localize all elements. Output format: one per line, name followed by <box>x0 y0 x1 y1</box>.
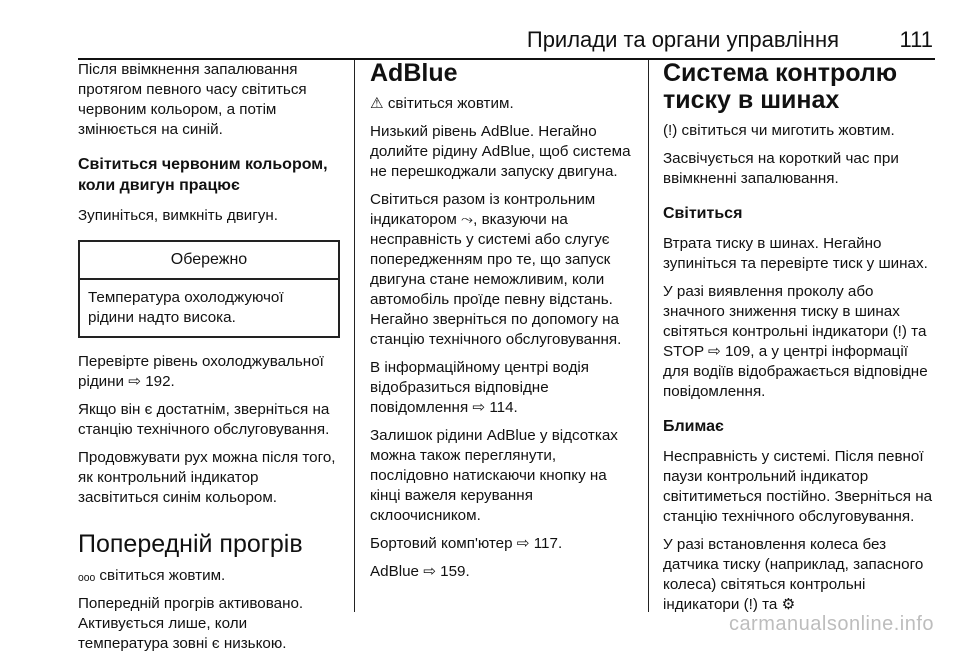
paragraph: В інформаційному центрі водія відобразиться відповідне повідомлення ⇨ 114. <box>370 359 590 416</box>
section-heading-adblue: AdBlue <box>370 59 458 87</box>
paragraph: Після ввімкнення запалювання протягом певного часу світиться червоним кольором, а потім змінюється на синій. <box>78 61 307 138</box>
subheading-lit: Світиться <box>663 205 743 222</box>
paragraph: Зупиніться, вимкніть двигун. <box>78 207 279 224</box>
paragraph: Несправність у системі. Після певної паузи контрольний індикатор світитиметься постійно. Зверніться на станцію технічного обслуговування. <box>663 448 933 525</box>
paragraph: Низький рівень AdBlue. Негайно долийте рідину AdBlue, щоб система не перешкоджали запуску двигуна. <box>370 123 631 180</box>
page-number: 111 <box>899 27 933 52</box>
warning-box <box>78 240 340 338</box>
paragraph: Світиться разом із контрольним індикатором ⤳, вказуючи на несправність у системі або слугує попередженням про те, що запуск двигуна стане неможливим, коли автомобіль проїде певну відстань. Негайно зверніться по допомогу на станцію технічного обслуговування. <box>370 191 622 348</box>
adblue-indicator-line: ⚠ світиться жовтим. <box>370 95 514 112</box>
page-header <box>78 26 935 60</box>
subheading-red-engine-running: Світиться червоним кольором, коли двигун працює <box>78 156 328 194</box>
paragraph: Залишок рідини AdBlue у відсотках можна також переглянути, послідовно натискаючи кнопку на кінці важеля керування склоочисником. <box>370 427 618 524</box>
column-divider-1 <box>354 60 355 612</box>
header-title: Прилади та органи управління <box>526 27 839 52</box>
paragraph: Продовжувати рух можна після того, як контрольний індикатор засвітиться синім кольором. <box>78 449 336 506</box>
watermark: carmanualsonline.info <box>728 613 934 635</box>
paragraph: Втрата тиску в шинах. Негайно зупиніться та перевірте тиск у шинах. <box>663 235 928 272</box>
paragraph: У разі встановлення колеса без датчика тиску (наприклад, запасного колеса) світяться контрольні індикатори (!) та ⚙ <box>663 536 924 613</box>
column-1 <box>78 60 340 662</box>
section-heading-preheat: Попередній прогрів <box>78 530 303 558</box>
subheading-flashing: Блимає <box>663 418 724 435</box>
column-3 <box>663 60 935 623</box>
column-divider-2 <box>648 60 649 612</box>
paragraph: Бортовий комп'ютер ⇨ 117. <box>370 535 563 552</box>
warning-text: Температура охолоджуючої рідини надто висока. <box>88 289 284 326</box>
warning-title: Обережно <box>80 242 338 280</box>
tpms-indicator-line: (!) світиться чи миготить жовтим. <box>663 122 895 139</box>
paragraph: Попередній прогрів активовано. Активується лише, коли температура зовні є низькою. <box>78 595 304 652</box>
column-2 <box>370 60 638 590</box>
paragraph: Перевірте рівень охолоджувальної рідини ⇨ 192. <box>78 353 324 390</box>
glow-plug-line: ₒₒₒ світиться жовтим. <box>78 567 226 584</box>
section-heading-tpms: Система контролю тиску в шинах <box>663 59 898 114</box>
paragraph: Засвічується на короткий час при ввімкненні запалювання. <box>663 150 899 187</box>
paragraph: AdBlue ⇨ 159. <box>370 563 470 580</box>
paragraph: Якщо він є достатнім, зверніться на станцію технічного обслуговування. <box>78 401 330 438</box>
paragraph: У разі виявлення проколу або значного зниження тиску в шинах світяться контрольні індикатори (!) та STOP ⇨ 109, а у центрі інформації для водіїв відображається відповідне повідомлення. <box>663 283 928 400</box>
